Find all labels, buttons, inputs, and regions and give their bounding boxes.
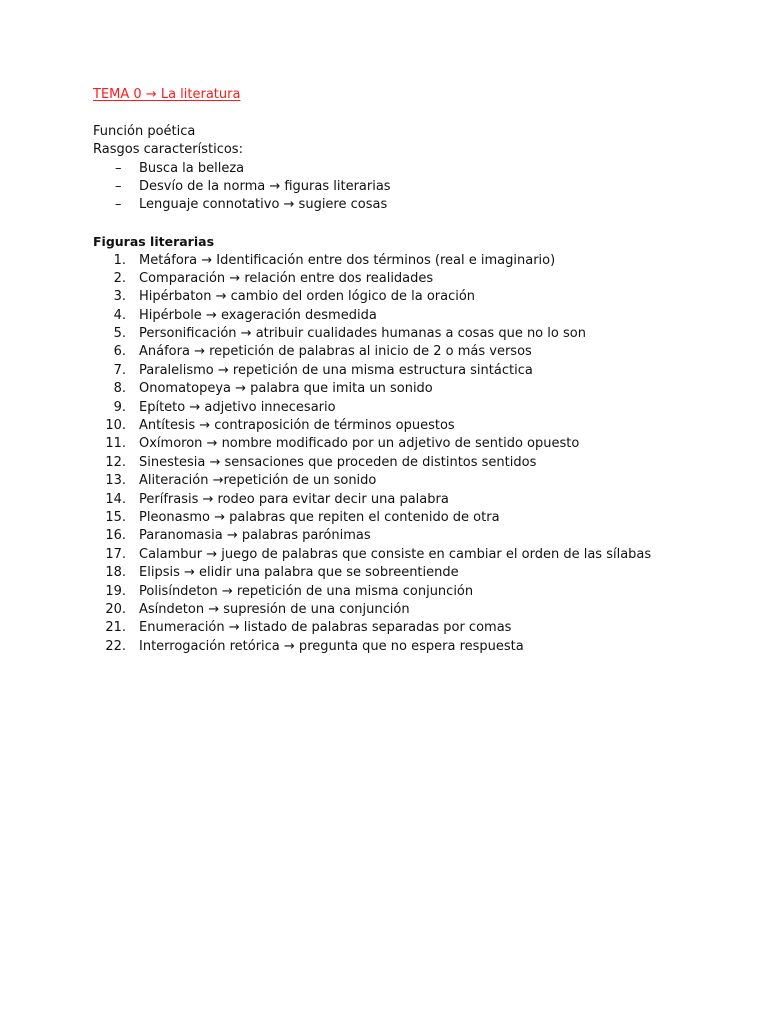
- list-item-text: Hipérbole → exageración desmedida: [139, 307, 377, 323]
- funcion-label: Función poética: [93, 123, 196, 139]
- list-item-text: Comparación → relación entre dos realidades: [139, 270, 434, 286]
- list-item-text: Oxímoron → nombre modificado por un adjetivo de sentido opuesto: [139, 436, 580, 452]
- dash-bullet: –: [115, 160, 122, 176]
- list-item: [93, 527, 733, 545]
- list-item: [93, 270, 733, 288]
- list-item: [93, 417, 733, 435]
- list-item: [93, 380, 733, 398]
- list-item-text: Antítesis → contraposición de términos opuestos: [139, 418, 455, 434]
- list-item-number: 7.: [113, 362, 126, 378]
- list-item-text: Elipsis → elidir una palabra que se sobreentiende: [139, 565, 459, 581]
- list-item: [93, 638, 733, 656]
- document-page: [93, 86, 733, 656]
- list-item-text: Epíteto → adjetivo innecesario: [139, 399, 336, 415]
- list-item-number: 1.: [113, 252, 126, 268]
- list-item-text: Aliteración →repetición de un sonido: [139, 473, 377, 489]
- list-item-number: 4.: [113, 307, 126, 323]
- list-item-number: 14.: [105, 491, 126, 507]
- list-item-number: 10.: [105, 418, 126, 434]
- list-item: [93, 601, 733, 619]
- list-item: [93, 399, 733, 417]
- list-item: [93, 362, 733, 380]
- list-item-text: Perífrasis → rodeo para evitar decir una palabra: [139, 491, 449, 507]
- list-item-number: 11.: [105, 436, 126, 452]
- list-item-number: 18.: [105, 565, 126, 581]
- list-item-text: Pleonasmo → palabras que repiten el contenido de otra: [139, 509, 500, 525]
- list-item: [93, 491, 733, 509]
- spacer: [93, 215, 733, 233]
- list-item: [93, 196, 733, 214]
- list-item-number: 6.: [113, 344, 126, 360]
- spacer: [93, 104, 733, 122]
- list-item-number: 13.: [105, 473, 126, 489]
- dash-bullet: –: [115, 178, 122, 194]
- list-item-text: Desvío de la norma → figuras literarias: [139, 178, 391, 194]
- list-item: [93, 325, 733, 343]
- list-item-text: Metáfora → Identificación entre dos términos (real e imaginario): [139, 252, 556, 268]
- list-item: [93, 509, 733, 527]
- list-item-number: 19.: [105, 583, 126, 599]
- list-item-text: Hipérbaton → cambio del orden lógico de la oración: [139, 289, 476, 305]
- list-item-text: Lenguaje connotativo → sugiere cosas: [139, 197, 388, 213]
- list-item-text: Personificación → atribuir cualidades humanas a cosas que no lo son: [139, 326, 586, 342]
- list-item-number: 22.: [105, 638, 126, 654]
- list-item-number: 9.: [113, 399, 126, 415]
- list-item-number: 20.: [105, 601, 126, 617]
- list-item: [93, 435, 733, 453]
- list-item-text: Anáfora → repetición de palabras al inicio de 2 o más versos: [139, 344, 532, 360]
- list-item-text: Paralelismo → repetición de una misma estructura sintáctica: [139, 362, 533, 378]
- list-item-text: Calambur → juego de palabras que consiste en cambiar el orden de las sílabas: [139, 546, 652, 562]
- list-item: [93, 454, 733, 472]
- list-item: [93, 564, 733, 582]
- list-item: [93, 619, 733, 637]
- list-item-number: 3.: [113, 289, 126, 305]
- list-item-number: 5.: [113, 326, 126, 342]
- list-item: [93, 252, 733, 270]
- list-item: [93, 178, 733, 196]
- list-item-text: Asíndeton → supresión de una conjunción: [139, 601, 410, 617]
- list-item-text: Paranomasia → palabras parónimas: [139, 528, 371, 544]
- list-item-text: Onomatopeya → palabra que imita un sonido: [139, 381, 433, 397]
- list-item: [93, 583, 733, 601]
- list-item-text: Busca la belleza: [139, 160, 245, 176]
- list-item: [93, 546, 733, 564]
- list-item-text: Interrogación retórica → pregunta que no espera respuesta: [139, 638, 524, 654]
- list-item-number: 21.: [105, 620, 126, 636]
- list-item-number: 2.: [113, 270, 126, 286]
- rasgos-label: Rasgos característicos:: [93, 142, 243, 158]
- list-item-number: 15.: [105, 509, 126, 525]
- document-title: TEMA 0 → La literatura: [93, 87, 241, 102]
- list-item-number: 16.: [105, 528, 126, 544]
- list-item-text: Sinestesia → sensaciones que proceden de distintos sentidos: [139, 454, 537, 470]
- figuras-heading: Figuras literarias: [93, 234, 215, 250]
- list-item: [93, 288, 733, 306]
- list-item: [93, 343, 733, 361]
- list-item-number: 17.: [105, 546, 126, 562]
- rasgos-list: [93, 160, 733, 215]
- figuras-list: [93, 252, 733, 657]
- list-item-text: Polisíndeton → repetición de una misma conjunción: [139, 583, 474, 599]
- list-item-number: 8.: [113, 381, 126, 397]
- list-item-number: 12.: [105, 454, 126, 470]
- list-item: [93, 307, 733, 325]
- dash-bullet: –: [115, 197, 122, 213]
- list-item-text: Enumeración → listado de palabras separadas por comas: [139, 620, 512, 636]
- list-item: [93, 472, 733, 490]
- list-item: [93, 160, 733, 178]
